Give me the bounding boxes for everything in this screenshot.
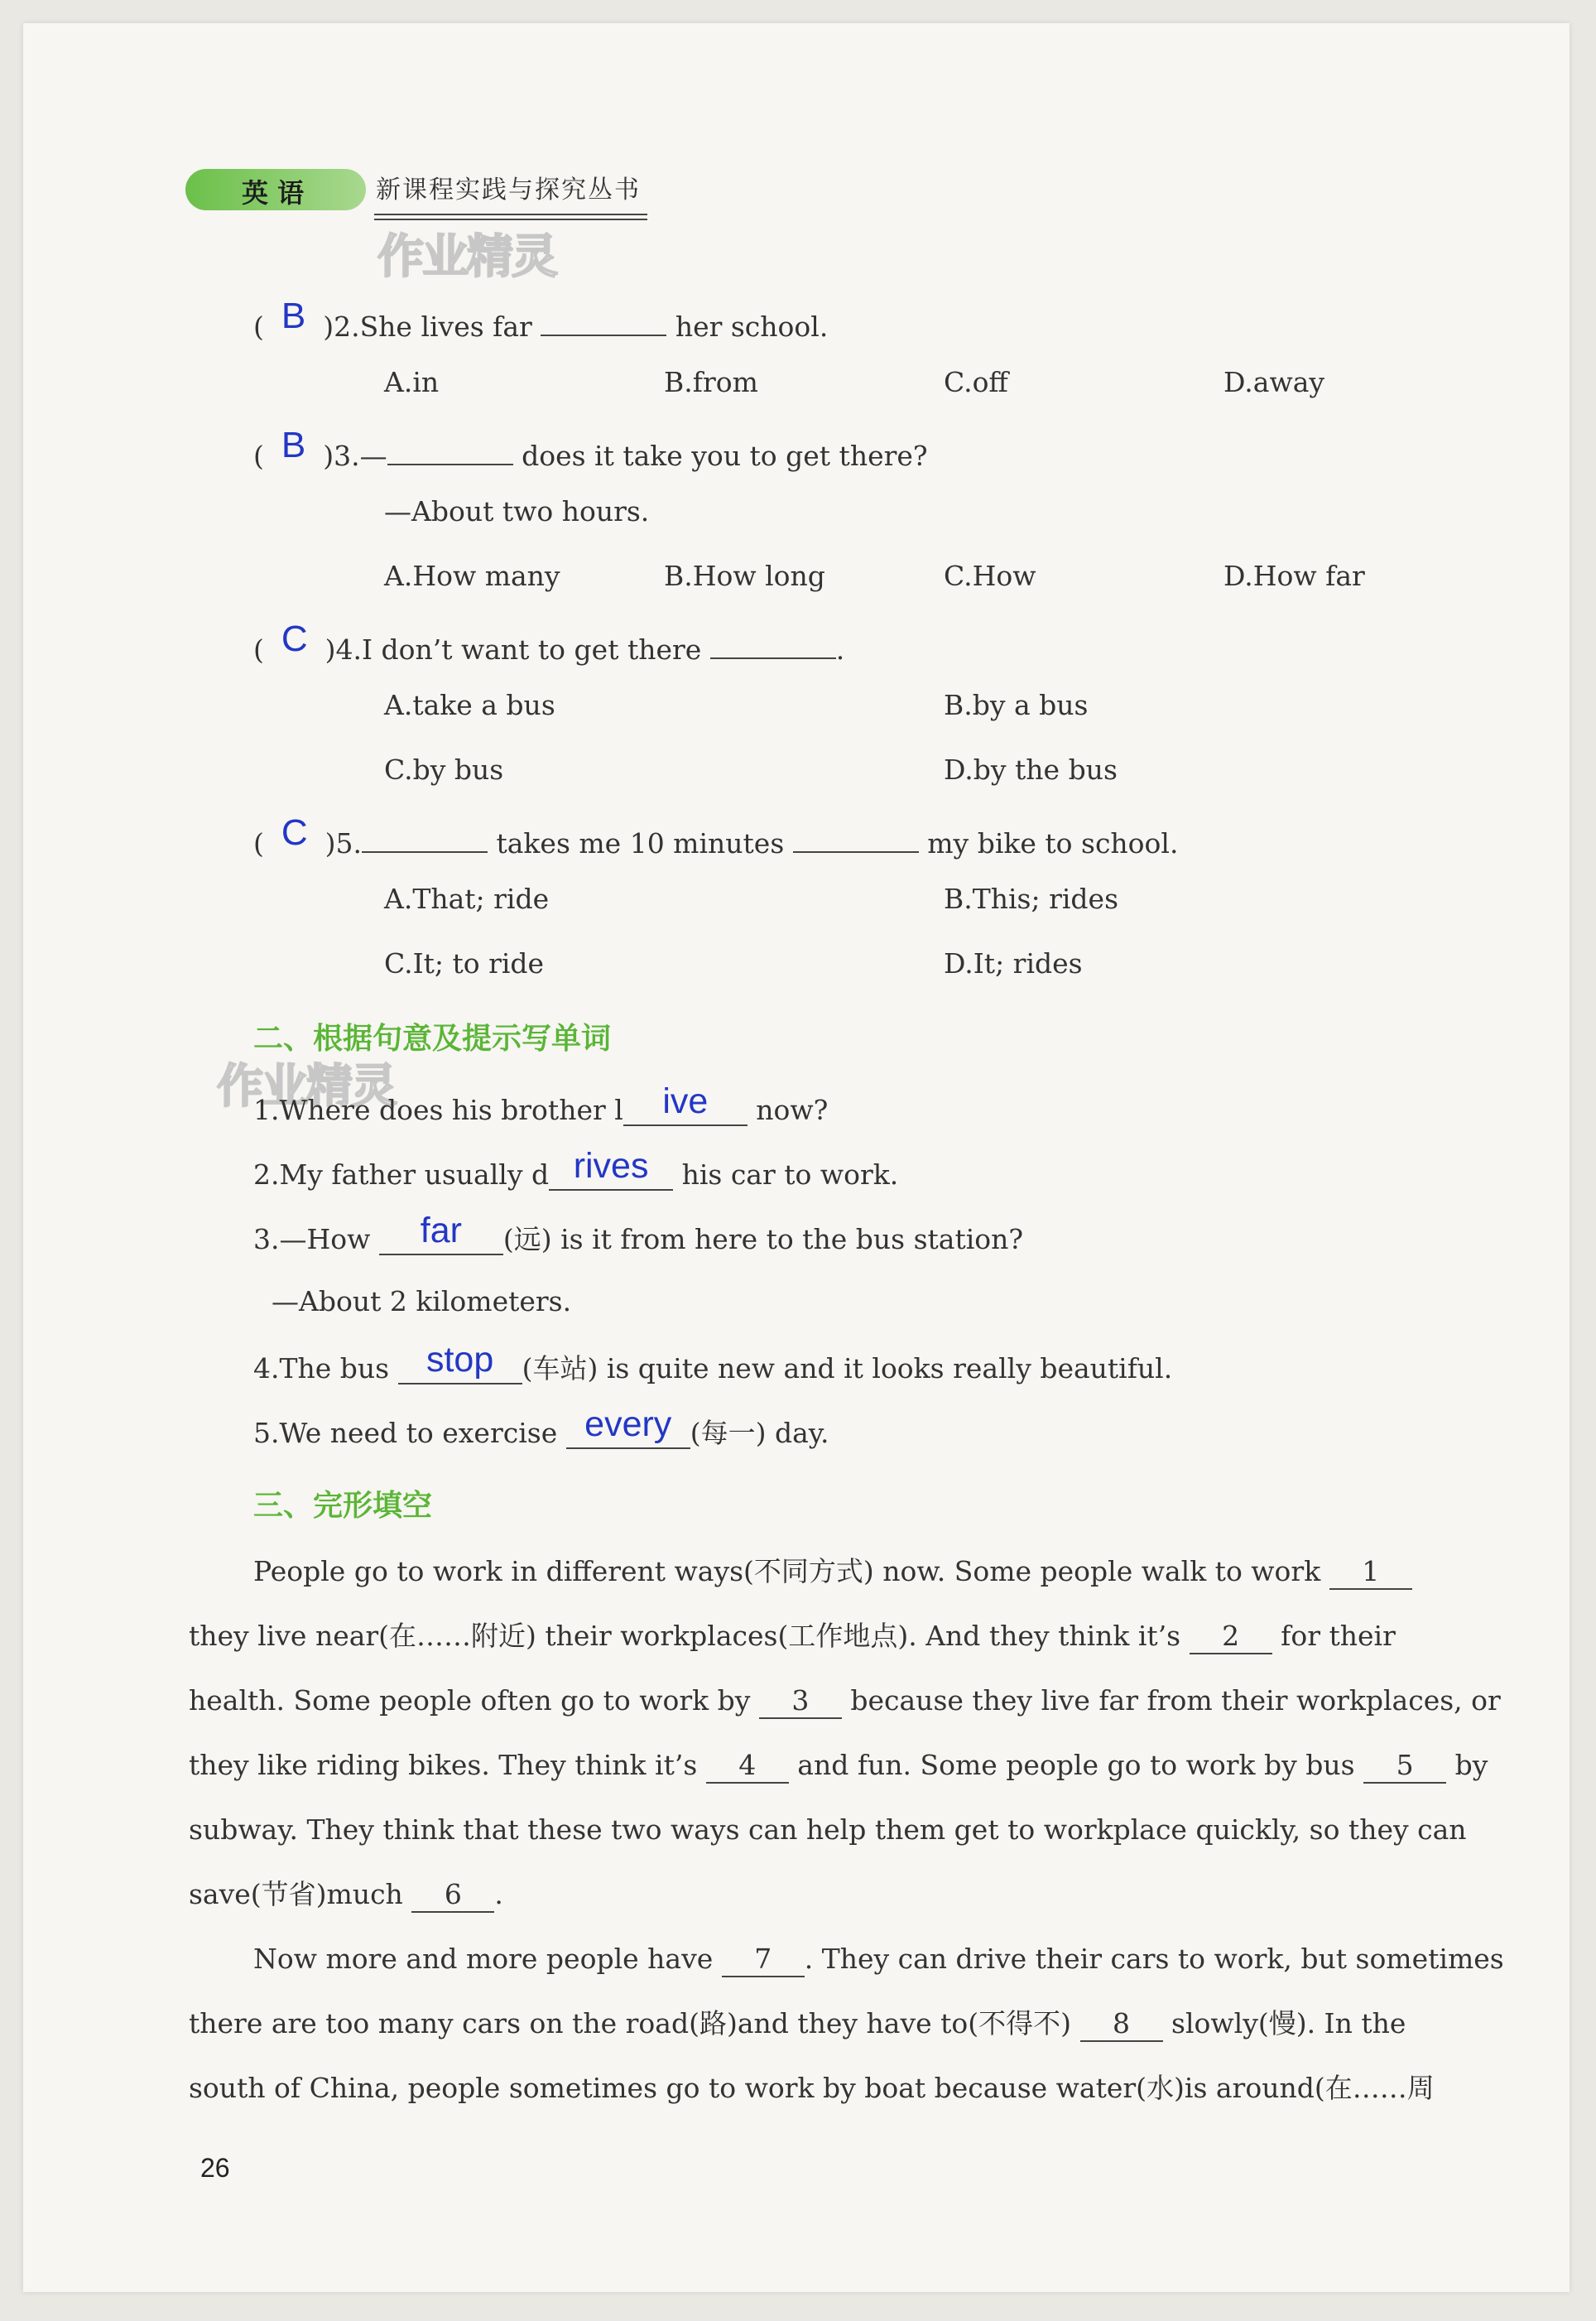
option-c: C.by bus	[384, 754, 504, 786]
option-d: D.by the bus	[944, 754, 1118, 786]
mc-answer: C	[281, 619, 308, 659]
cloze-blank: 8	[1080, 2007, 1163, 2042]
option-d: D.It; rides	[944, 947, 1083, 980]
answer-blank	[541, 301, 666, 336]
answer-blank	[398, 1340, 522, 1384]
fill-answer: every	[584, 1404, 672, 1444]
option-a: A.take a bus	[384, 689, 555, 721]
cloze-blank: 6	[411, 1878, 494, 1913]
fill-item-1: 1.Where does his brother l ive now?	[253, 1081, 829, 1126]
cloze-line: there are too many cars on the road(路)and they have to(不得不) 8 slowly(慢). In the	[189, 2007, 1406, 2042]
series-title: 新课程实践与探究丛书	[376, 176, 641, 205]
cloze-line: south of China, people sometimes go to work by boat because water(水)is around(在……周	[189, 2072, 1435, 2104]
fill-item-2: 2.My father usually d rives his car to work.	[253, 1146, 899, 1191]
fill-answer: far	[420, 1211, 462, 1250]
answer-blank	[362, 818, 488, 853]
answer-blank	[566, 1404, 690, 1449]
fill-item-3: 3.—How far (远) is it from here to the bus station?	[253, 1211, 1024, 1255]
answer-blank	[793, 818, 919, 853]
cloze-line: they like riding bikes. They think it’s 4 and fun. Some people go to work by bus 5 by	[189, 1749, 1488, 1784]
option-d: D.How far	[1223, 560, 1365, 592]
watermark: 作业精灵	[217, 1060, 396, 1114]
cloze-blank: 7	[722, 1943, 805, 1977]
cloze-blank: 5	[1363, 1749, 1446, 1784]
mc-question-5: ( C )5. takes me 10 minutes my bike to school.	[253, 812, 1179, 860]
option-d: D.away	[1223, 366, 1325, 398]
answer-blank	[549, 1146, 673, 1191]
cloze-line: health. Some people often go to work by 3 because they live far from their workplaces, or	[189, 1684, 1501, 1719]
option-a: A.How many	[384, 560, 560, 592]
mc-question-3: ( B )3.— does it take you to get there?	[253, 425, 928, 472]
cloze-line: subway. They think that these two ways can help them get to workplace quickly, so they can	[189, 1813, 1467, 1846]
cloze-blank: 3	[759, 1684, 842, 1719]
answer-blank	[387, 431, 513, 465]
section-3-title: 三、完形填空	[253, 1489, 433, 1523]
option-b: B.from	[664, 366, 758, 398]
option-c: C.How	[944, 560, 1036, 592]
cloze-blank: 4	[706, 1749, 789, 1784]
answer-blank	[379, 1211, 503, 1255]
answer-blank	[710, 624, 836, 659]
subject-tab	[185, 169, 366, 210]
watermark: 作业精灵	[377, 230, 556, 284]
fill-answer: ive	[662, 1081, 709, 1121]
option-b: B.How long	[664, 560, 825, 592]
option-a: A.That; ride	[384, 883, 550, 915]
mc-answer: B	[281, 425, 306, 465]
cloze-line: Now more and more people have 7 . They can drive their cars to work, but sometimes	[253, 1943, 1504, 1977]
fill-answer: rives	[573, 1146, 649, 1186]
mc-answer: C	[281, 812, 308, 853]
subject-label: 英 语	[242, 177, 305, 209]
option-b: B.by a bus	[944, 689, 1089, 721]
fill-answer: stop	[425, 1340, 494, 1380]
section-2-title: 二、根据句意及提示写单词	[253, 1022, 612, 1056]
fill-item-4: 4.The bus stop (车站) is quite new and it looks really beautiful.	[253, 1340, 1173, 1384]
dialogue-reply: —About two hours.	[384, 495, 650, 527]
option-c: C.It; to ride	[384, 947, 545, 980]
mc-answer: B	[281, 296, 306, 336]
cloze-blank: 1	[1329, 1555, 1412, 1590]
option-a: A.in	[384, 366, 440, 398]
answer-blank	[623, 1081, 748, 1126]
cloze-line: save(节省)much 6 .	[189, 1878, 503, 1913]
cloze-line: they live near(在……附近) their workplaces(工作地点). And they think it’s 2 for their	[189, 1620, 1396, 1654]
option-b: B.This; rides	[944, 883, 1119, 915]
cloze-line: People go to work in different ways(不同方式) now. Some people walk to work 1	[253, 1555, 1412, 1590]
dialogue-reply: —About 2 kilometers.	[272, 1285, 572, 1317]
header-rule	[374, 214, 647, 215]
page-number: 26	[200, 2153, 230, 2183]
fill-item-5: 5.We need to exercise every (每一) day.	[253, 1404, 829, 1449]
cloze-blank: 2	[1190, 1620, 1272, 1654]
mc-question-2: ( B )2.She lives far her school.	[253, 296, 829, 343]
mc-question-4: ( C )4.I don’t want to get there .	[253, 619, 845, 666]
option-c: C.off	[944, 366, 1008, 398]
